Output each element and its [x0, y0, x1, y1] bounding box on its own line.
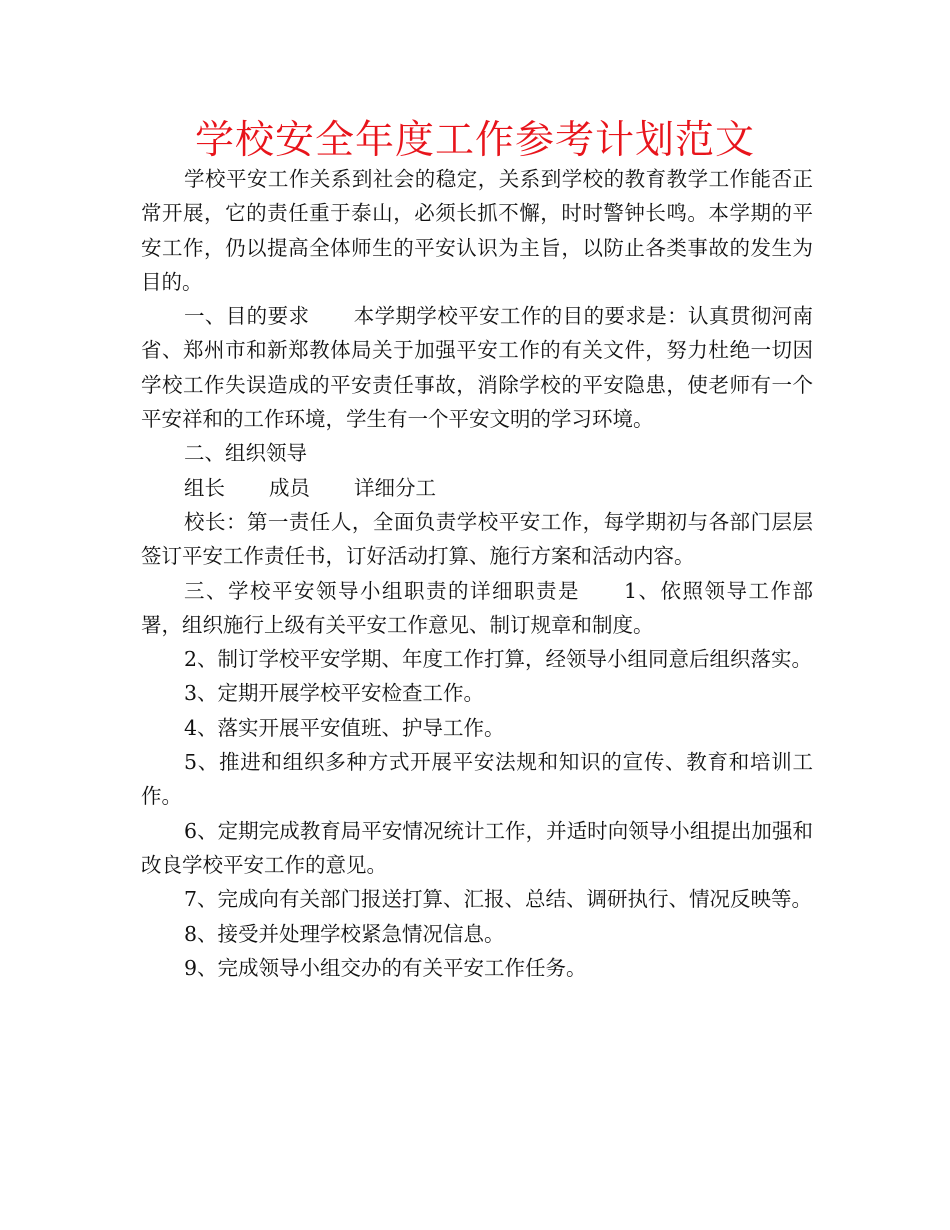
org-column-members: 成员 — [269, 475, 310, 500]
duty-item-5: 5、推进和组织多种方式开展平安法规和知识的宣传、教育和培训工作。 — [141, 750, 813, 809]
duty-item-1: 1、依照领导工作部署，组织施行上级有关平安工作意见、制订规章和制度。 — [141, 578, 813, 637]
section-3-paragraph — [141, 574, 813, 643]
section-1-paragraph — [141, 299, 813, 436]
duty-item-9: 9、完成领导小组交办的有关平安工作任务。 — [184, 955, 587, 980]
intro-paragraph: 学校平安工作关系到社会的稳定，关系到学校的教育教学工作能否正常开展，它的责任重于泰山，必须长抓不懈，时时警钟长鸣。本学期的平安工作，仍以提高全体师生的平安认识为主旨，以防止各类事故的发生为目的。 — [141, 167, 813, 294]
principal-duty-paragraph: 校长：第一责任人，全面负责学校平安工作，每学期初与各部门层层签订平安工作责任书，订好活动打算、施行方案和活动内容。 — [141, 509, 813, 569]
org-column-duties: 详细分工 — [354, 475, 436, 500]
section-1-heading: 一、目的要求 — [184, 304, 310, 329]
duty-item-3: 3、定期开展学校平安检查工作。 — [184, 681, 485, 706]
section-1-text: 本学期学校平安工作的目的要求是：认真贯彻河南省、郑州市和新郑教体局关于加强平安工作的有关文件，努力杜绝一切因学校工作失误造成的平安责任事故，消除学校的平安隐患，使老师有一个平安祥和的工作环境，学生有一个平安文明的学习环境。 — [141, 304, 814, 432]
section-3-heading: 三、学校平安领导小组职责的详细职责是 — [184, 578, 580, 603]
org-columns-row — [141, 471, 813, 505]
duty-item-4: 4、落实开展平安值班、护导工作。 — [184, 715, 505, 740]
document-title: 学校安全年度工作参考计划范文 — [194, 118, 755, 163]
duty-item-7: 7、完成向有关部门报送打算、汇报、总结、调研执行、情况反映等。 — [184, 887, 813, 912]
duty-item-8: 8、接受并处理学校紧急情况信息。 — [184, 921, 505, 946]
section-2-heading: 二、组织领导 — [184, 441, 307, 466]
org-column-leader: 组长 — [184, 475, 225, 500]
document-body — [141, 162, 813, 985]
duty-item-2: 2、制订学校平安学期、年度工作打算，经领导小组同意后组织落实。 — [184, 647, 813, 672]
duty-item-6: 6、定期完成教育局平安情况统计工作，并适时向领导小组提出加强和改良学校平安工作的意见。 — [141, 818, 813, 877]
